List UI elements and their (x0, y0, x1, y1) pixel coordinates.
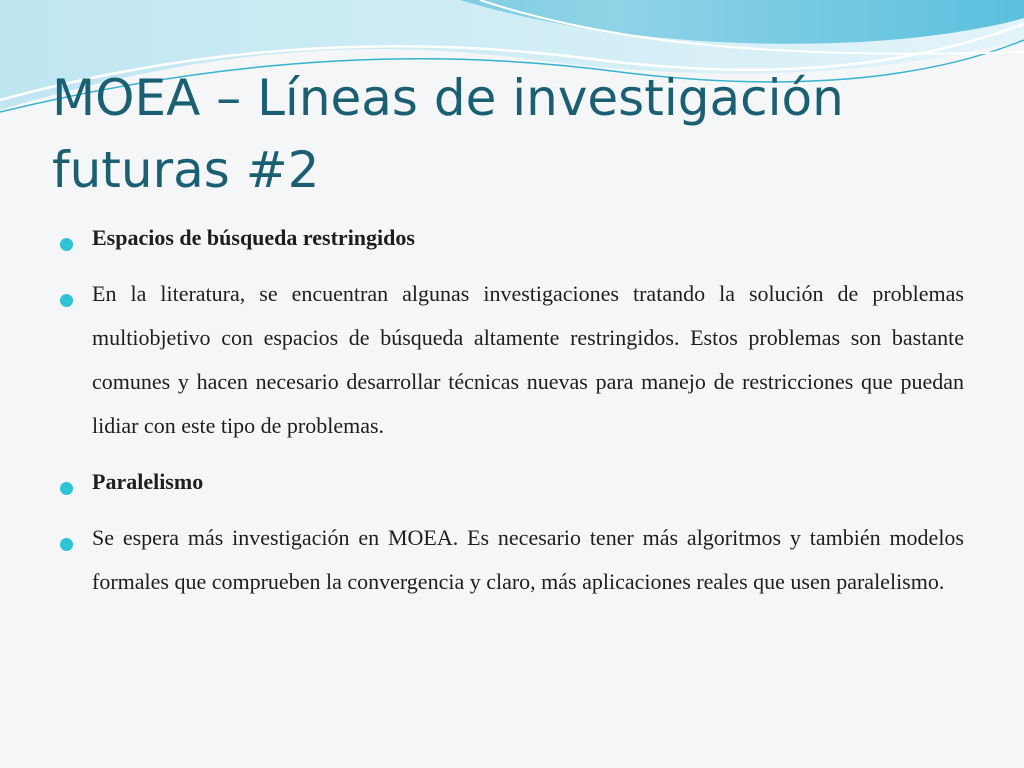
bullet-text: Espacios de búsqueda restringidos (92, 225, 415, 250)
bullet-dot-icon (60, 294, 73, 307)
bullet-list (60, 216, 964, 616)
slide-title: MOEA – Líneas de investigación futuras #2 (52, 69, 844, 199)
bullet-dot-icon (60, 482, 73, 495)
bullet-text: En la literatura, se encuentran algunas investigaciones tratando la solución de problemas multiobjetivo con espacios de búsqueda altamente restringidos. Estos problemas son bastante comunes y hacen necesario desarrollar técnicas nuevas para manejo de restricciones que puedan lidiar con este tipo de problemas. (92, 281, 964, 438)
bullet-item (60, 272, 964, 448)
bullet-dot-icon (60, 538, 73, 551)
bullet-item (60, 516, 964, 604)
bullet-item (60, 216, 964, 260)
bullet-dot-icon (60, 238, 73, 251)
bullet-text: Paralelismo (92, 469, 204, 494)
bullet-item (60, 460, 964, 504)
bullet-text: Se espera más investigación en MOEA. Es necesario tener más algoritmos y también modelos formales que comprueben la convergencia y claro, más aplicaciones reales que usen paralelismo. (92, 525, 964, 594)
